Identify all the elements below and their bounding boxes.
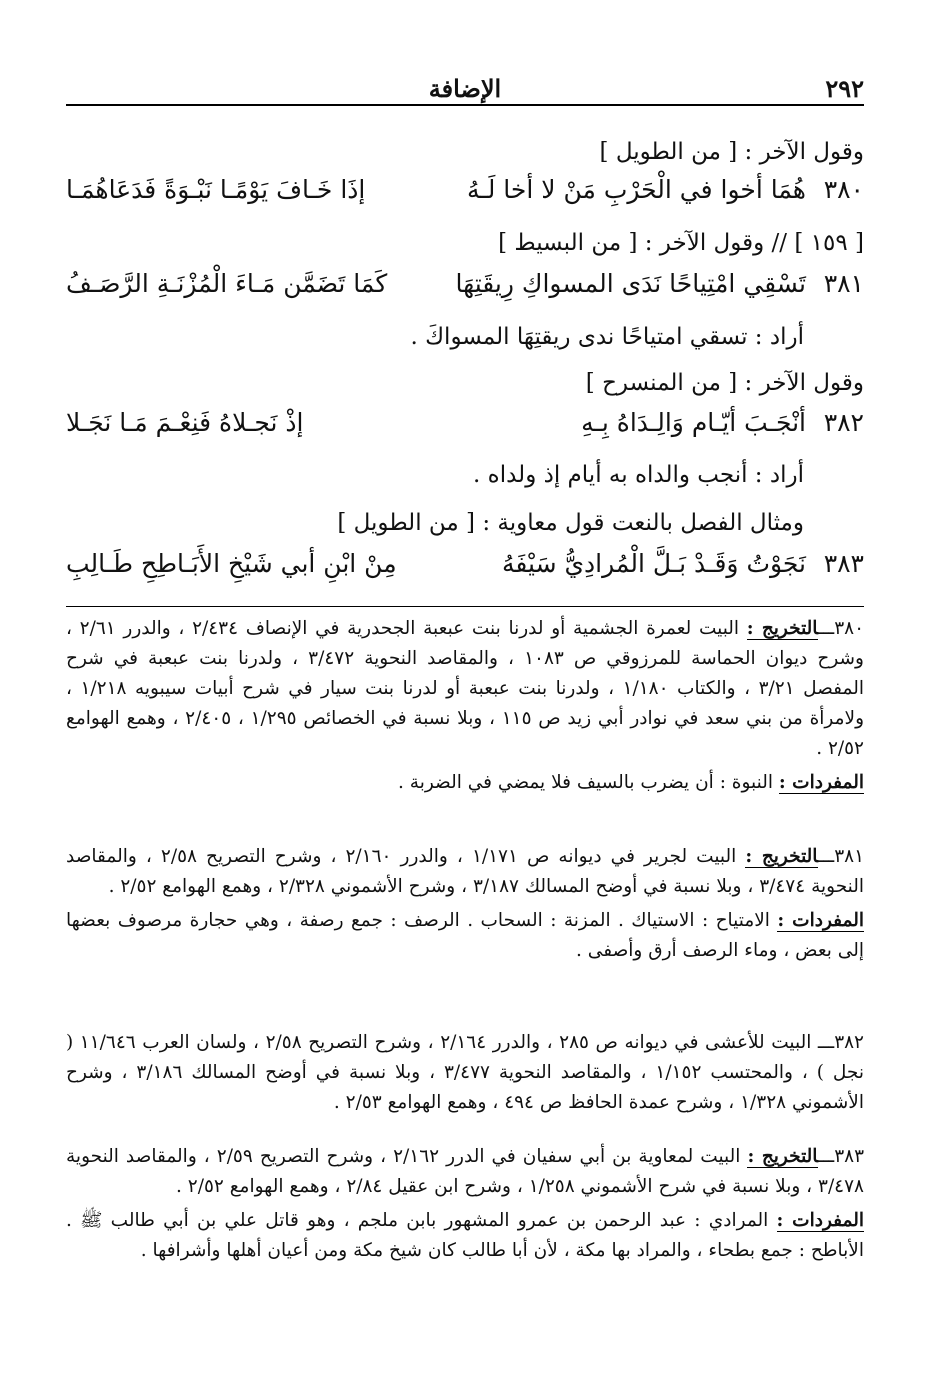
mufradat-label: المفردات : [778, 772, 864, 793]
footnote-number: ٣٨٣ـــ [817, 1146, 865, 1167]
verse-first-hemistich: نَجَوْتُ وَقَـدْ بَـلَّ الْمُرادِيُّ سَيْفَهُ [501, 549, 806, 578]
page-header [66, 74, 864, 106]
footnote-380 [66, 614, 864, 798]
verse-first-hemistich: أنْجَـبَ أيّـام وَالِـدَاهُ بِـهِ [581, 408, 806, 437]
verse-number: ٣٨٢ [823, 408, 864, 437]
takhrij-text: البيت لمعاوية بن أبي سفيان في الدرر ٢/١٦٢ ، وشرح التصريح ٢/٥٩ ، والمقاصد النحوية ٣/٤٧٨ ، وبلا نسبة في شرح الأشموني ١/٢٥٨ ، وشرح ابن عقيل ٢/٨٤ ، وهمع الهوامع ٢/٥٢ . [66, 1146, 864, 1197]
footnote-number: ٣٨٢ـــ [817, 1032, 864, 1053]
verse-382 [66, 405, 864, 441]
intro-383: ومثال الفصل بالنعت قول معاوية : [ من الطويل ] [337, 510, 804, 536]
footnote-383 [66, 1142, 864, 1266]
mufradat-text: النبوة : أن يضرب بالسيف فلا يمضي في الضربة . [398, 772, 773, 793]
mufradat-text: الامتياح : الاستياك . المزنة : السحاب . الرصف : جمع رصفة ، وهي حجارة مرصوف بعضها إلى بعض ، وماء الرصف أرق وأصفى . [66, 910, 864, 961]
verse-second-hemistich: مِنْ ابْنِ أبي شَيْخِ الأَبَـاطِحِ طَـالِبِ [66, 549, 397, 578]
verse-number: ٣٨٠ [823, 175, 864, 204]
verse-first-hemistich: تَسْقِي امْتِياحًا نَدَى المسواكِ رِيقَتِهَا [455, 269, 806, 298]
takhrij-text: البيت للأعشى في ديوانه ص ٢٨٥ ، والدرر ٢/١٦٤ ، وشرح التصريح ٢/٥٨ ، ولسان العرب ١١/٦٤٦ ( نجل ) ، والمحتسب ١/١٥٢ ، والمقاصد النحوية ٣/٤٧٧ ، وبلا نسبة في أوضح المسالك ٣/١٨٦ ، وشرح الأشموني ١/٣٢٨ ، وشرح عمدة الحافظ ص ٤٩٤ ، وهمع الهوامع ٢/٥٣ . [66, 1032, 864, 1113]
footnote-381 [66, 842, 864, 966]
footnote-number: ٣٨٠ـــ [817, 618, 865, 639]
verse-381 [66, 266, 864, 302]
footnote-separator [66, 606, 864, 607]
verse-second-hemistich: كَمَا تَضَمَّن مَـاءَ الْمُزْنَـةِ الرَّصَـفُ [66, 269, 388, 298]
arad-381: أراد : تسقي امتياحًا ندى ريقتِهَا المسواكَ . [410, 324, 804, 350]
verse-second-hemistich: إذَا خَـافَ يَوْمًـا نَبْـوَةً فَدَعَاهُمَـا [66, 175, 366, 204]
intro-380: وقول الآخر : [ من الطويل ] [599, 139, 864, 165]
chapter-title: الإضافة [428, 74, 502, 103]
takhrij-label: التخريج : [747, 1146, 818, 1167]
mufradat-label: المفردات : [776, 1210, 864, 1231]
intro-382: وقول الآخر : [ من المنسرح ] [585, 370, 864, 396]
verse-number: ٣٨١ [823, 269, 864, 298]
takhrij-text: البيت لجرير في ديوانه ص ١/١٧١ ، والدرر ٢/١٦٠ ، وشرح التصريح ٢/٥٨ ، والمقاصد النحوية ٣/٤٧٤ ، وبلا نسبة في أوضح المسالك ٣/١٨٧ ، وشرح الأشموني ٢/٣٢٨ ، وهمع الهوامع ٢/٥٢ . [66, 846, 864, 897]
verse-383 [66, 546, 864, 582]
mufradat-label: المفردات : [777, 910, 864, 931]
verse-second-hemistich: إذْ نَجـلاهُ فَنِعْـمَ مَـا نَجَـلا [66, 408, 304, 437]
verse-first-hemistich: هُمَا أخوا في الْحَرْبِ مَنْ لا أخا لَـهُ [466, 175, 806, 204]
mufradat-text: المرادي : عبد الرحمن بن عمرو المشهور بابن ملجم ، وهو قاتل علي بن أبي طالب ﷺ . الأباطح : جمع بطحاء ، والمراد بها مكة ، لأن أبا طالب كان شيخ مكة ومن أعيان أهلها وأشرافها . [66, 1210, 864, 1261]
intro-381: [ ١٥٩ ] // وقول الآخر : [ من البسيط ] [498, 230, 864, 256]
verse-number: ٣٨٣ [823, 549, 864, 578]
page-number: ٢٩٢ [825, 74, 864, 103]
takhrij-label: التخريج : [746, 618, 818, 639]
verse-380 [66, 172, 864, 208]
arad-382: أراد : أنجب والداه به أيام إذ ولداه . [473, 462, 804, 488]
footnote-382 [66, 1028, 864, 1118]
takhrij-label: التخريج : [745, 846, 818, 867]
footnote-number: ٣٨١ـــ [817, 846, 865, 867]
takhrij-text: البيت لعمرة الجشمية أو لدرنا بنت عبعبة الجحدرية في الإنصاف ٢/٤٣٤ ، والدرر ٢/٦١ ، وشرح ديوان الحماسة للمرزوقي ص ١٠٨٣ ، والمقاصد النحوية ٣/٤٧٢ ، ولدرنا بنت عبعبة في شرح المفصل ٣/٢١ ، والكتاب ١/١٨٠ ، ولدرنا بنت عبعبة أو لدرنا بنت سيار في شرح أبيات سيبويه ١/٢١٨ ، ولامرأة من بني سعد في نوادر أبي زيد ص ١١٥ ، وبلا نسبة في الخصائص ١/٢٩٥ ، ٢/٤٠٥ ، وهمع الهوامع ٢/٥٢ . [66, 618, 864, 759]
